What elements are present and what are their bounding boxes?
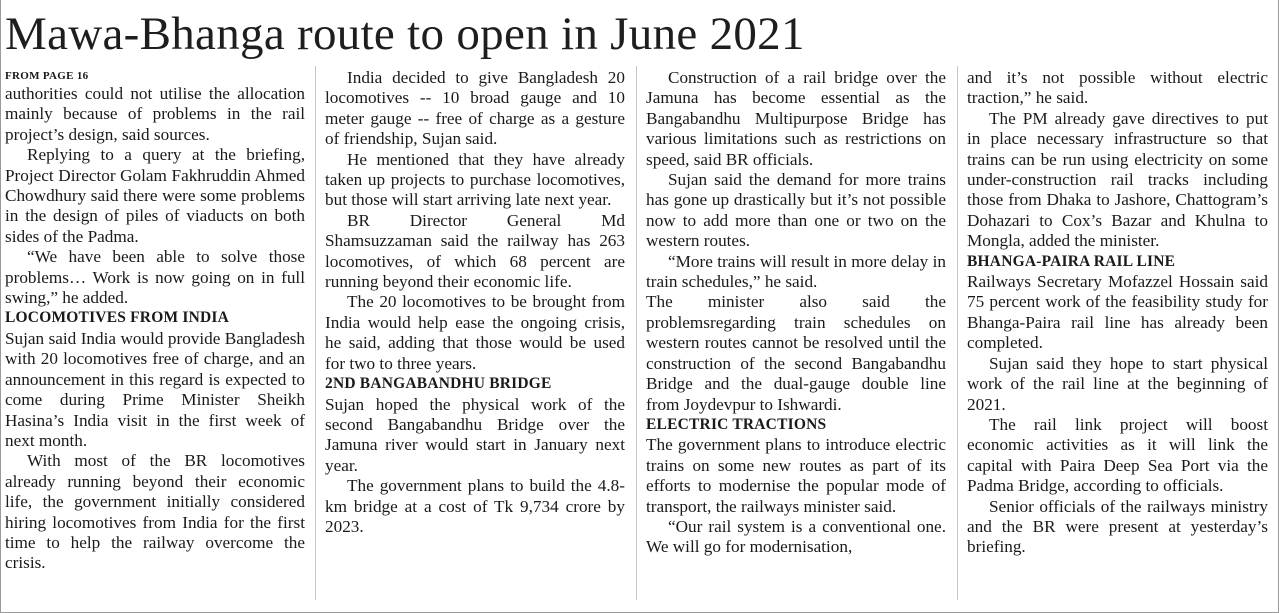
paragraph: He mentioned that they have already taken up projects to purchase locomotives, but those will start arriving late next year. bbox=[325, 149, 625, 210]
paragraph: The rail link project will boost economic activities as it will link the capital with Paira Deep Sea Port via the Padma Bridge, according to officials. bbox=[967, 414, 1268, 496]
paragraph: BR Director General Md Shamsuzzaman said the railway has 263 locomotives, of which 68 percent are running beyond their economic life. bbox=[325, 210, 625, 292]
article-column-1 bbox=[5, 68, 305, 608]
column-divider bbox=[636, 66, 637, 600]
continuation-kicker: FROM PAGE 16 bbox=[5, 70, 89, 82]
paragraph: “Our rail system is a conventional one. We will go for modernisation, bbox=[646, 516, 946, 557]
paragraph: With most of the BR locomotives already running beyond their economic life, the government initially considered hiring locomotives from India for the first time to help the railway overcome the crisis. bbox=[5, 451, 305, 573]
paragraph: Senior officials of the railways ministry and the BR were present at yesterday’s briefing. bbox=[967, 496, 1268, 557]
column-divider bbox=[957, 66, 958, 600]
paragraph: Sujan said India would provide Bangladesh with 20 locomotives free of charge, and an announcement in this regard is expected to come during Prime Minister Sheikh Hasina’s India visit in the first week of next month. bbox=[5, 328, 305, 450]
section-subhead: ELECTRIC TRACTIONS bbox=[646, 415, 827, 433]
article-column-3 bbox=[646, 68, 946, 608]
paragraph: Replying to a query at the briefing, Project Director Golam Fakhruddin Ahmed Chowdhury said there were some problems in the design of piles of viaducts on both sides of the Padma. bbox=[5, 145, 305, 246]
paragraph: Sujan said the demand for more trains has gone up drastically but it’s not possible now to add more than one or two on the western routes. bbox=[646, 170, 946, 251]
paragraph: and it’s not possible without electric traction,” he said. bbox=[967, 68, 1268, 108]
paragraph: Sujan said they hope to start physical work of the rail line at the beginning of 2021. bbox=[967, 353, 1268, 414]
headline: Mawa-Bhanga route to open in June 2021 bbox=[5, 8, 805, 60]
article-column-2 bbox=[325, 68, 625, 608]
paragraph: India decided to give Bangladesh 20 locomotives -- 10 broad gauge and 10 meter gauge -- free of charge as a gesture of friendship, Sujan said. bbox=[325, 68, 625, 149]
paragraph: The PM already gave directives to put in place necessary infrastructure so that trains can be run using electricity on some under-construction rail tracks including those from Dhaka to Jashore, Chattogram’s Dohazari to Cox’s Bazar and Khulna to Mongla, added the minister. bbox=[967, 108, 1268, 251]
article-column-4 bbox=[967, 68, 1268, 608]
paragraph: Sujan hoped the physical work of the second Bangabandhu Bridge over the Jamuna river would start in January next year. bbox=[325, 394, 625, 475]
section-subhead: BHANGA-PAIRA RAIL LINE bbox=[967, 252, 1176, 270]
paragraph: Railways Secretary Mofazzel Hossain said 75 percent work of the feasibility study for Bhanga-Paira rail line has already been completed. bbox=[967, 272, 1268, 353]
paragraph: Construction of a rail bridge over the Jamuna has become essential as the Bangabandhu Multipurpose Bridge has various limitations such as restrictions on speed, said BR officials. bbox=[646, 68, 946, 169]
paragraph: The government plans to build the 4.8-km bridge at a cost of Tk 9,734 crore by 2023. bbox=[325, 476, 625, 536]
section-subhead: 2ND BANGABANDHU BRIDGE bbox=[325, 375, 552, 393]
paragraph: The government plans to introduce electric trains on some new routes as part of its efforts to modernise the popular mode of transport, the railways minister said. bbox=[646, 435, 946, 516]
paragraph: “We have been able to solve those problems… Work is now going on in full swing,” he added. bbox=[5, 247, 305, 308]
paragraph: authorities could not utilise the allocation mainly because of problems in the rail project’s design, said sources. bbox=[5, 84, 305, 144]
paragraph: The minister also said the problemsregarding train schedules on western routes cannot be resolved until the construction of the second Bangabandhu Bridge and the dual-gauge double line from Joydevpur to Ishwardi. bbox=[646, 292, 946, 414]
column-divider bbox=[315, 66, 316, 600]
paragraph: “More trains will result in more delay in train schedules,” he said. bbox=[646, 251, 946, 292]
section-subhead: LOCOMOTIVES FROM INDIA bbox=[5, 309, 229, 327]
paragraph: The 20 locomotives to be brought from India would help ease the ongoing crisis, he said, adding that those would be used for two to three years. bbox=[325, 292, 625, 373]
